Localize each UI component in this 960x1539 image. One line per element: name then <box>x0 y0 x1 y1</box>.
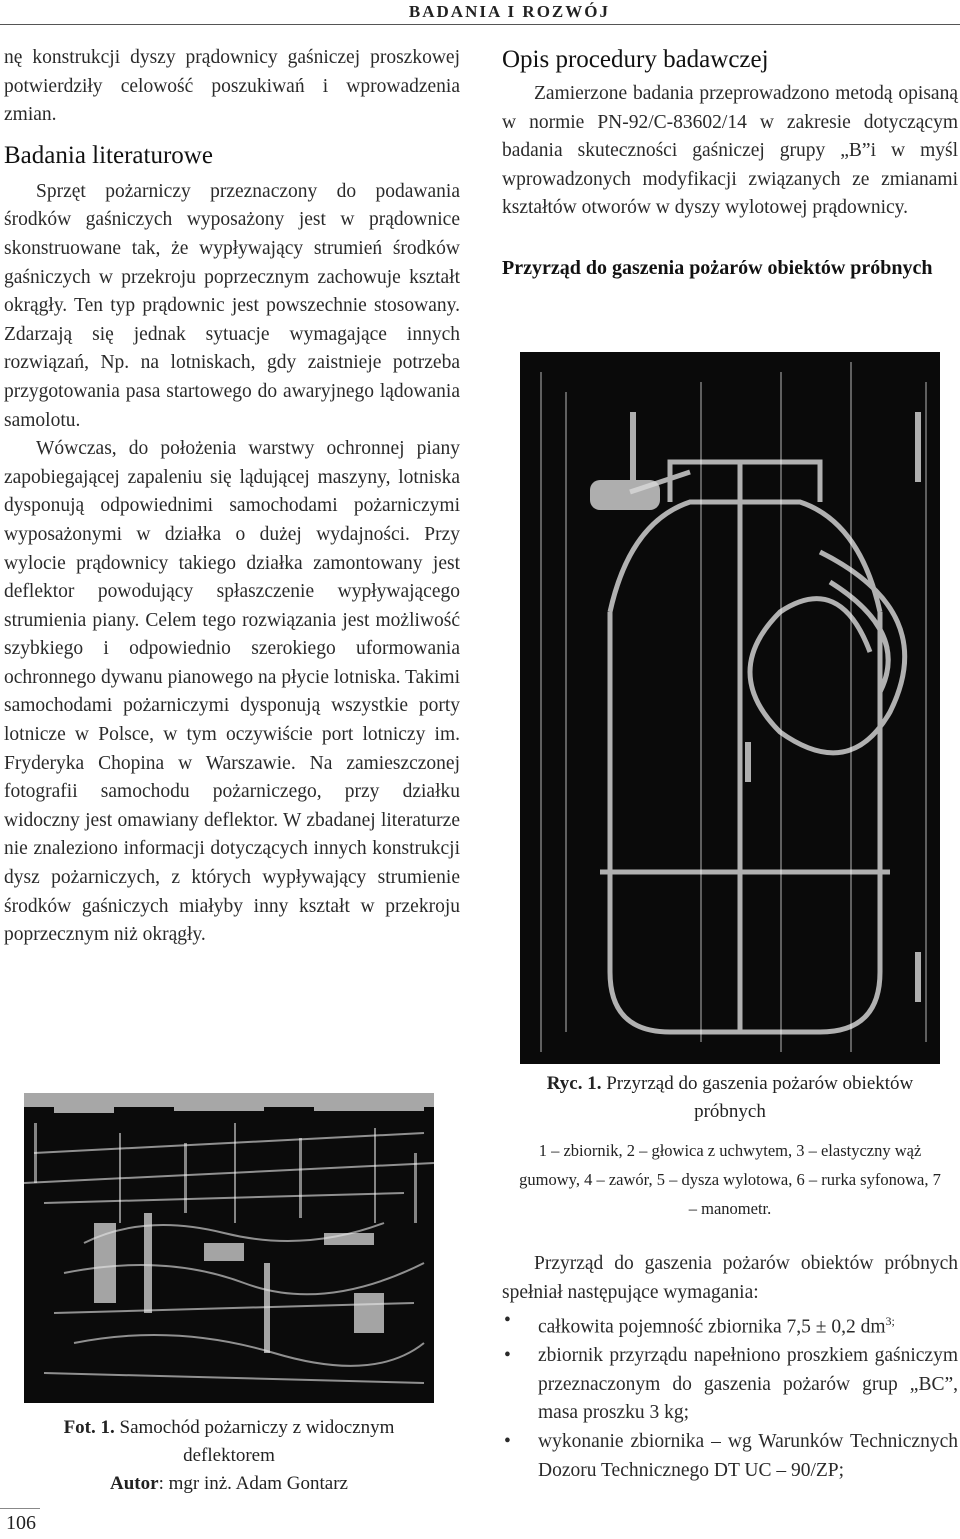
requirement-item <box>502 1428 958 1485</box>
photo-caption-label: Fot. 1. <box>63 1417 115 1438</box>
photo-caption-text: Samochód pożarniczy z widocznym deflektorem <box>119 1417 395 1466</box>
requirement-text: całkowita pojemność zbiornika 7,5 ± 0,2 dm <box>538 1316 886 1338</box>
header-rule <box>0 24 960 25</box>
requirement-text: wykonanie zbiornika – wg Warunków Technicznych Dozoru Technicznego DT UC – 90/ZP; <box>538 1431 958 1481</box>
procedure-paragraph: Zamierzone badania przeprowadzono metodą opisaną w normie PN-92/C-83602/14 w zakresie dotyczącym badania skuteczności gaśniczej grupy „B”i w myśl wprowadzonych modyfikacji związanych ze zmianami kształtów otworów w dyszy wylotowej prądownicy. <box>502 83 958 219</box>
figure-legend: 1 – zbiornik, 2 – głowica z uchwytem, 3 – elastyczny wąż gumowy, 4 – zawór, 5 – dysza wylotowa, 6 – rurka syfonowa, 7 – manometr. <box>519 1141 941 1218</box>
page-header <box>0 0 960 26</box>
intro-paragraph: nę konstrukcji dyszy prądownicy gaśniczej proszkowej potwierdziły celowość poszukiwań i wprowadzenia zmian. <box>4 47 460 126</box>
photo-author: : mgr inż. Adam Gontarz <box>158 1473 348 1494</box>
extinguisher-drawing <box>520 352 940 1064</box>
page-number: 106 <box>6 1512 36 1534</box>
requirements-intro: Przyrząd do gaszenia pożarów obiektów próbnych spełniał następujące wymagania: <box>502 1253 958 1303</box>
requirement-superscript: 3; <box>885 1314 895 1329</box>
extinguisher-figure <box>520 352 940 1064</box>
requirement-item <box>502 1342 958 1428</box>
figure-caption-text: Przyrząd do gaszenia pożarów obiektów próbnych <box>606 1073 914 1122</box>
requirement-item <box>502 1307 958 1342</box>
literature-paragraph-2: Wówczas, do położenia warstwy ochronnej piany zapobiegającej zapaleniu się lądującej maszyny, lotniska dysponują odpowiednimi samochodami pożarniczymi wyposażonymi w działka o dużej wydajności. Przy wylocie prądownicy takiego działka zamontowany jest deflektor powodujący spłaszczenie wypływającego strumienia piany. Celem tego rozwiązania jest możliwość szybkiego i odpowiednio szerokiego uformowania ochronnego dywanu pianowego na płycie lotniska. Takimi samochodami pożarniczymi dysponują wszystkie porty lotnicze w Polsce, w tym oczywiście port lotniczy im. Fryderyka Chopina w Warszawie. Na zamieszczonej fotografii samochodu pożarniczego, przy działku widoczny jest omawiany deflektor. W zbadanej literaturze nie znaleziono informacji dotyczących innych konstrukcji dysz pożarniczych, z których wypływający strumienie środków gaśniczych miałyby inny kształt w przekroju poprzecznym niż okrągły. <box>4 438 460 946</box>
fire-truck-photo <box>24 1093 434 1403</box>
bullet: • <box>504 1310 511 1332</box>
footer-rule <box>0 1508 40 1509</box>
photo-author-label: Autor <box>110 1473 159 1494</box>
left-column <box>4 44 460 950</box>
bullet: • <box>504 1345 511 1367</box>
section-heading-literature: Badania literaturowe <box>4 141 213 169</box>
figure-caption-label: Ryc. 1. <box>546 1073 602 1094</box>
fire-truck-image <box>24 1093 434 1403</box>
requirements-list <box>502 1307 958 1485</box>
section-heading-procedure: Opis procedury badawczej <box>502 46 769 73</box>
section-title: BADANIA I ROZWÓJ <box>408 2 610 21</box>
figure-caption <box>520 1070 940 1126</box>
requirement-text: zbiornik przyrządu napełniono proszkiem gaśniczym przeznaczonym do gaszenia pożarów grup „BC”, masa proszku 3 kg; <box>538 1345 958 1424</box>
photo-caption <box>24 1414 434 1498</box>
literature-paragraph-1: Sprzęt pożarniczy przeznaczony do podawania środków gaśniczych wyposażony jest w prądownice skonstruowane tak, że wypływający strumień środków gaśniczych w przekroju poprzecznym zachowuje kształt okrągły. Ten typ prądownic jest powszechnie stosowany. Zdarzają się jednak sytuacje wymagające innych rozwiązań, Np. na lotniskach, gdy zaistnieje potrzeba przygotowania pasa startowego do awaryjnego lądowania samolotu. <box>4 180 460 431</box>
right-column <box>502 44 958 284</box>
subheading-device: Przyrząd do gaszenia pożarów obiektów próbnych <box>502 256 933 279</box>
requirements-section <box>502 1250 958 1485</box>
bullet: • <box>504 1431 511 1453</box>
